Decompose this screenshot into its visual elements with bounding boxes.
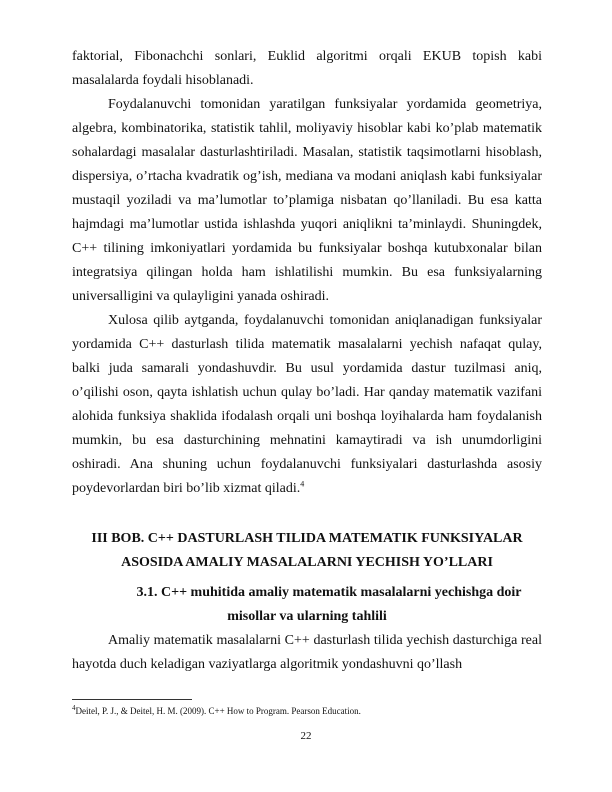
footnote-text: Deitel, P. J., & Deitel, H. M. (2009). C++ How to Program. Pearson Education. <box>75 706 361 716</box>
chapter-title-line-2: ASOSIDA AMALIY MASALALARNI YECHISH YO’LLARI <box>121 555 493 570</box>
footnote <box>72 702 361 717</box>
section-title-line-1: 3.1. C++ muhitida amaliy matematik masalalarni yechishga doir <box>136 585 522 600</box>
paragraph-3-text: Xulosa qilib aytganda, foydalanuvchi tomonidan aniqlanadigan funksiyalar yordamida C++ dasturlash tilida matematik masalalarni yechish nafaqat qulay, balki juda samarali yondashuvdir. Bu usul yordamida dastur tuzilmasi aniq, o’qilishi oson, qayta ishlatish uchun qulay bo’ladi. Har qanday matematik vazifani alohida funksiya shaklida ifodalash orqali uni boshqa loyihalarda ham foydalanish mumkin, bu esa dasturchining mehnatini kamaytiradi va ish unumdorligini oshiradi. Ana shuning uchun foydalanuvchi funksiyalari dasturlashda asosiy poydevorlardan biri bo’lib xizmat qiladi. <box>72 313 542 496</box>
footnote-marker: 4 <box>72 704 76 712</box>
footnote-reference[interactable]: 4 <box>300 479 305 489</box>
chapter-title-line-1: III BOB. C++ DASTURLASH TILIDA MATEMATIK FUNKSIYALAR <box>91 531 523 546</box>
paragraph-4: Amaliy matematik masalalarni C++ dasturlash tilida yechish dasturchiga real hayotda duch keladigan vaziyatlarga algoritmik yondashuvni qo’llash <box>72 633 542 672</box>
paragraph-1: faktorial, Fibonachchi sonlari, Euklid algoritmi orqali EKUB topish kabi masalalarda foydali hisoblanadi. <box>72 49 542 88</box>
paragraph-3 <box>72 309 542 501</box>
page-number: 22 <box>300 730 312 742</box>
section-title-line-2: misollar va ularning tahlili <box>227 609 387 624</box>
paragraph-2: Foydalanuvchi tomonidan yaratilgan funksiyalar yordamida geometriya, algebra, kombinatorika, statistik tahlil, moliyaviy hisoblar kabi ko’plab matematik sohalardagi masalalar dasturlashtiriladi. Masalan, statistik taqsimotlarni hisoblash, dispersiya, o’rtacha kvadratik og’ish, mediana va modani aniqlash kabi funksiyalar mustaqil yoziladi va ma’lumotlar to’plamiga nisbatan qo’llaniladi. Bu esa katta hajmdagi ma’lumotlar ustida ishlashda yuqori aniqlikni ta’minlaydi. Shuningdek, C++ tilining imkoniyatlari yordamida bu funksiyalar boshqa kutubxonalar bilan integratsiya qilingan holda ham ishlatilishi mumkin. Bu esa funksiyalarning universalligini va qulayligini yanada oshiradi. <box>72 97 542 304</box>
footnote-divider <box>72 699 192 700</box>
